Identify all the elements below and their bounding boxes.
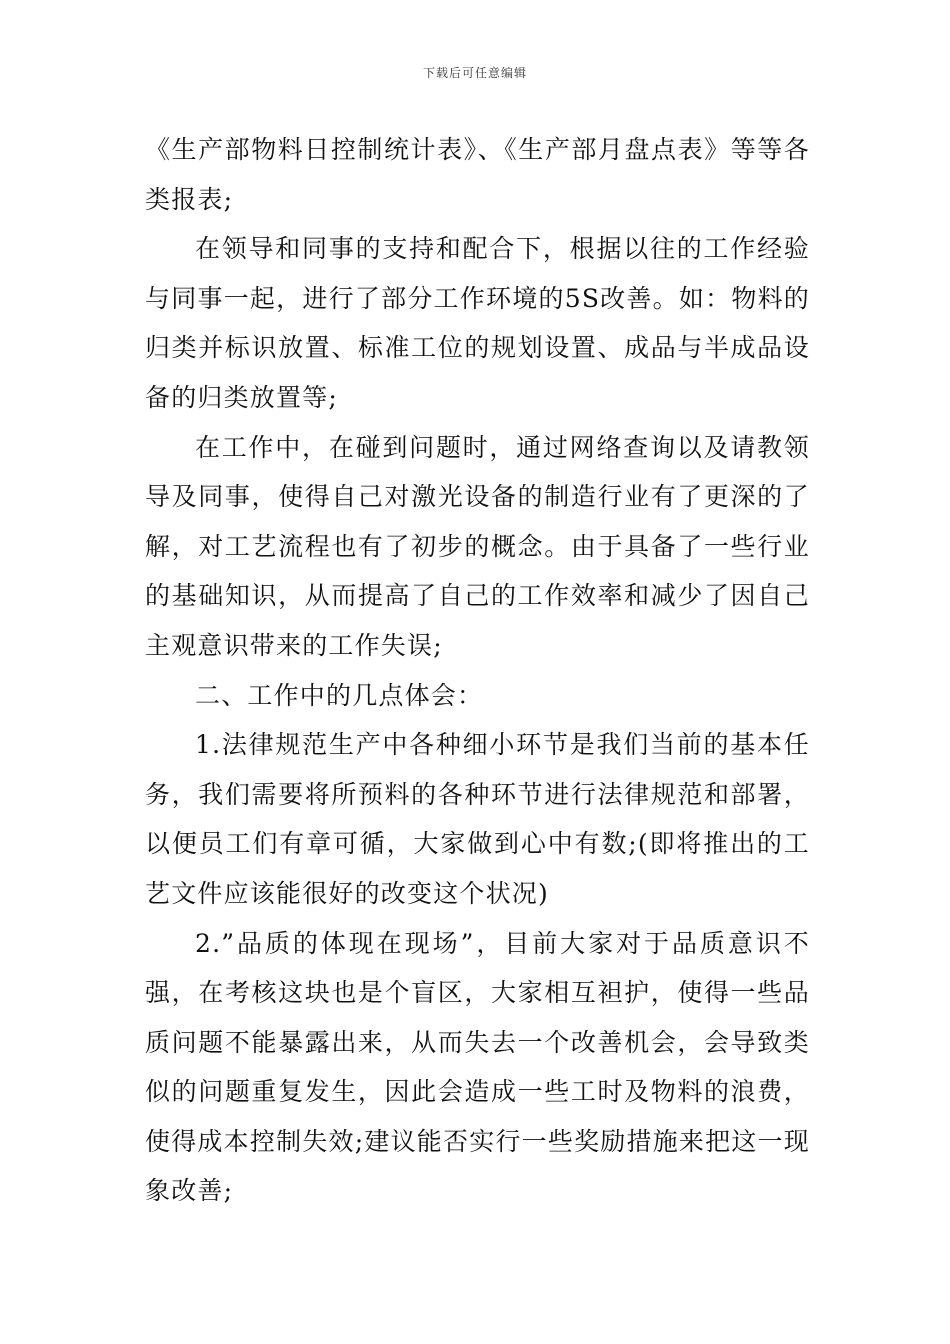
document-body (145, 125, 810, 1216)
header-note: 下载后可任意编辑 (422, 66, 527, 80)
section-heading-experience: 二、工作中的几点体会： (195, 680, 484, 710)
paragraph-learning: 在工作中，在碰到问题时，通过网络查询以及请教领导及同事，使得自己对激光设备的制造行业有了更深的了解，对工艺流程也有了初步的概念。由于具备了一些行业的基础知识，从而提高了自己的工作效率和减少了因自己主观意识带来的工作失误; (145, 432, 810, 660)
paragraph-point-1: 1.法律规范生产中各种细小环节是我们当前的基本任务，我们需要将所预料的各种环节进行法律规范和部署，以便员工们有章可循，大家做到心中有数;(即将推出的工艺文件应该能很好的改变这个状况) (145, 730, 810, 908)
paragraph-5s-improvement: 在领导和同事的支持和配合下，根据以往的工作经验与同事一起，进行了部分工作环境的5S改善。如：物料的归类并标识放置、标准工位的规划设置、成品与半成品设备的归类放置等; (145, 234, 810, 412)
paragraph-report-list: 《生产部物料日控制统计表》、《生产部月盘点表》等等各类报表; (145, 135, 810, 214)
paragraph-point-2: 2.”品质的体现在现场”，目前大家对于品质意识不强，在考核这块也是个盲区，大家相互袒护，使得一些品质问题不能暴露出来，从而失去一个改善机会，会导致类似的问题重复发生，因此会造成一些工时及物料的浪费，使得成本控制失效;建议能否实行一些奖励措施来把这一现象改善; (145, 928, 810, 1206)
